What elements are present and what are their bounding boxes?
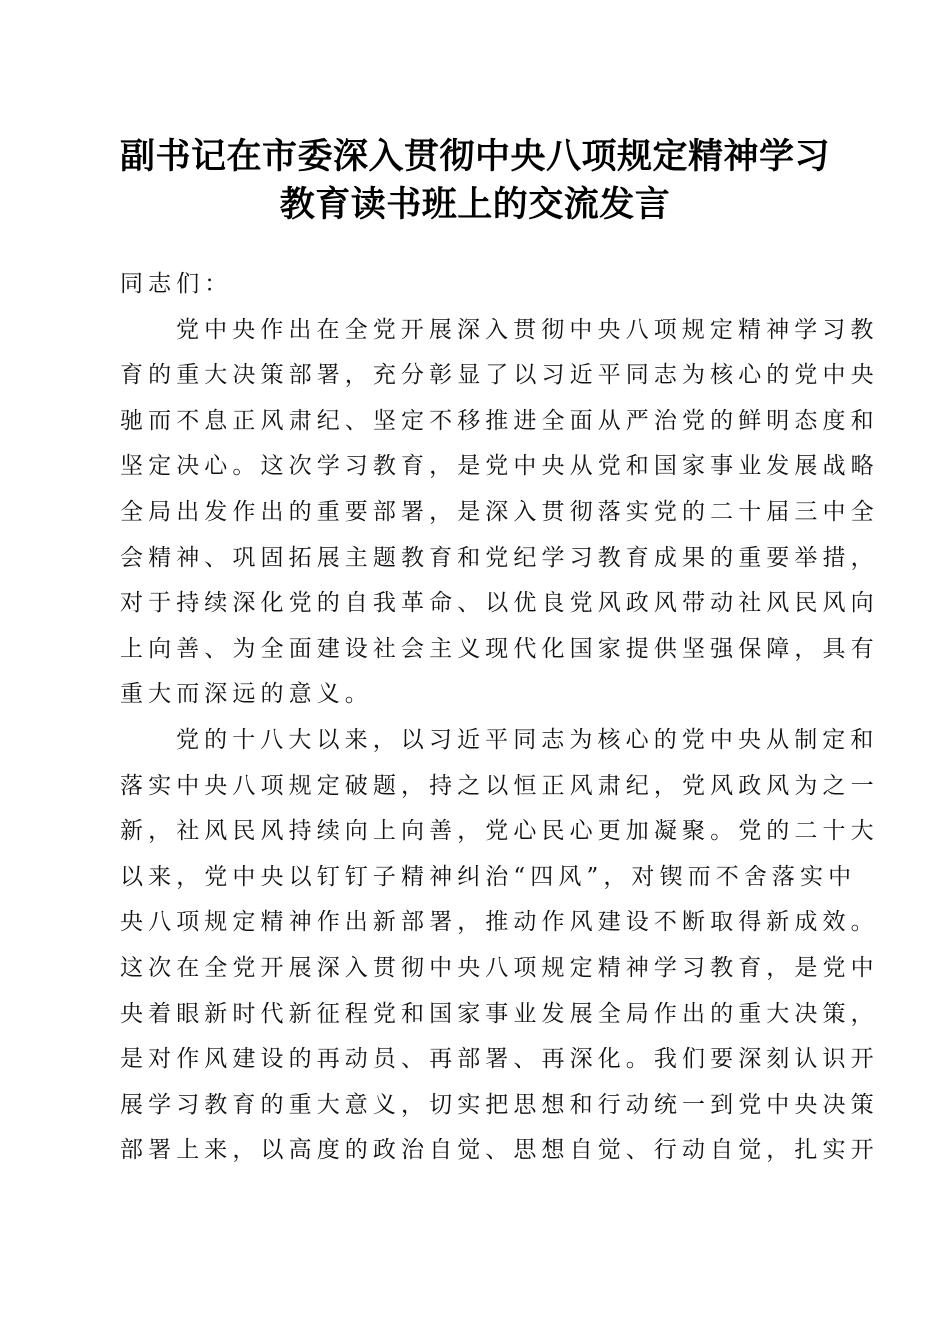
salutation: 同志们： <box>120 271 233 297</box>
paragraph-line: 上向善、为全面建设社会主义现代化国家提供坚强保障，具有 <box>120 635 879 662</box>
paragraph-line: 央八项规定精神作出新部署，推动作风建设不断取得新成效。 <box>120 909 879 936</box>
paragraph-line: 这次在全党开展深入贯彻中央八项规定精神学习教育，是党中 <box>120 954 879 981</box>
paragraph-line: 对于持续深化党的自我革命、以优良党风政风带动社风民风向 <box>120 590 879 617</box>
paragraph-line: 是对作风建设的再动员、再部署、再深化。我们要深刻认识开 <box>120 1046 879 1073</box>
title-line-2: 教育读书班上的交流发言 <box>279 184 671 225</box>
paragraph-line: 驰而不息正风肃纪、坚定不移推进全面从严治党的鲜明态度和 <box>120 407 879 434</box>
paragraph-line: 会精神、巩固拓展主题教育和党纪学习教育成果的重要举措， <box>120 544 879 571</box>
paragraph-line: 新，社风民风持续向上向善，党心民心更加凝聚。党的二十大 <box>120 818 879 845</box>
paragraph-line: 党的十八大以来，以习近平同志为核心的党中央从制定和 <box>176 726 879 753</box>
paragraph-line: 部署上来，以高度的政治自觉、思想自觉、行动自觉，扎实开 <box>120 1137 879 1164</box>
document-title <box>90 133 860 229</box>
paragraph-line: 育的重大决策部署，充分彰显了以习近平同志为核心的党中央 <box>120 362 879 389</box>
paragraph-line: 坚定决心。这次学习教育，是党中央从党和国家事业发展战略 <box>120 453 879 480</box>
paragraph-line: 展学习教育的重大意义，切实把思想和行动统一到党中央决策 <box>120 1091 879 1118</box>
paragraph-1 <box>120 308 879 718</box>
paragraph-line: 全局出发作出的重要部署，是深入贯彻落实党的二十届三中全 <box>120 498 879 525</box>
paragraph-line: 重大而深远的意义。 <box>120 681 373 708</box>
document-body <box>120 262 879 1174</box>
paragraph-2 <box>120 718 879 1174</box>
paragraph-line: 以来，党中央以钉钉子精神纠治“四风”，对锲而不舍落实中 <box>120 863 857 890</box>
paragraph-line: 落实中央八项规定破题，持之以恒正风肃纪，党风政风为之一 <box>120 772 879 799</box>
paragraph-line: 央着眼新时代新征程党和国家事业发展全局作出的重大决策， <box>120 1000 879 1027</box>
title-line-1: 副书记在市委深入贯彻中央八项规定精神学习 <box>119 136 830 177</box>
paragraph-line: 党中央作出在全党开展深入贯彻中央八项规定精神学习教 <box>176 316 879 343</box>
